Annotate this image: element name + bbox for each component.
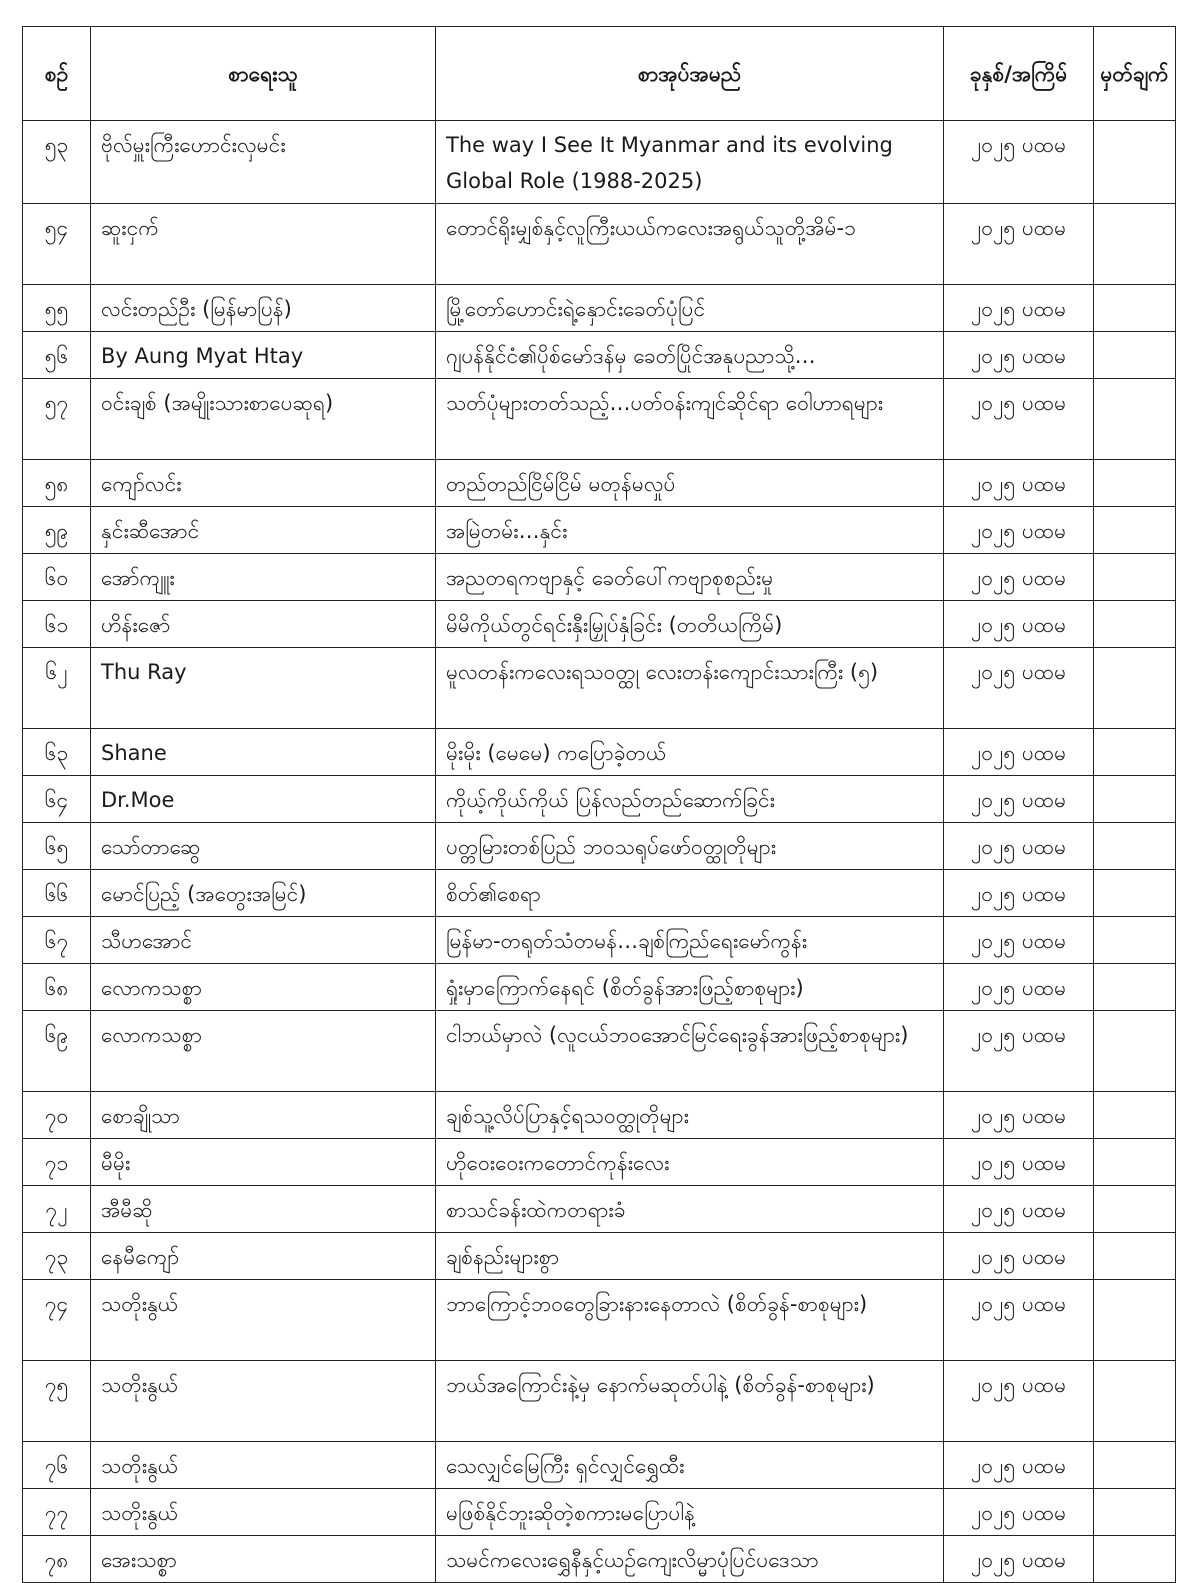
header-title: စာအုပ်အမည် [436,27,944,121]
cell-title: ရှုံးမှာကြောက်နေရင် (စိတ်ခွန်အားဖြည့်စာစုများ) [436,964,944,1011]
cell-no: ၇၁ [23,1139,91,1186]
cell-year: ၂၀၂၅ ပထမ [944,1536,1094,1583]
table-body [23,121,1176,1583]
table-row [23,601,1176,648]
cell-author: လောကသစ္စာ [91,964,436,1011]
table-row [23,823,1176,870]
cell-year: ၂၀၂၅ ပထမ [944,460,1094,507]
cell-title: ချစ်သူ့လိပ်ပြာနှင့်ရသဝတ္ထုတိုများ [436,1092,944,1139]
cell-remark [1094,1092,1176,1139]
cell-author: ဟိန်းဇော် [91,601,436,648]
cell-author: နှင်းဆီအောင် [91,507,436,554]
cell-remark [1094,917,1176,964]
cell-year: ၂၀၂၅ ပထမ [944,601,1094,648]
cell-author: စောချိုသာ [91,1092,436,1139]
cell-remark [1094,379,1176,460]
cell-year: ၂၀၂၅ ပထမ [944,332,1094,379]
header-row [23,27,1176,121]
cell-title: သတ်ပုံများတတ်သည့်…ပတ်ဝန်းကျင်ဆိုင်ရာ ဝေါဟာရများ [436,379,944,460]
book-list-sheet [22,26,1175,1583]
cell-remark [1094,870,1176,917]
cell-no: ၆၁ [23,601,91,648]
cell-no: ၆၇ [23,917,91,964]
cell-year: ၂၀၂၅ ပထမ [944,1489,1094,1536]
cell-remark [1094,507,1176,554]
table-row [23,1233,1176,1280]
cell-year: ၂၀၂၅ ပထမ [944,776,1094,823]
cell-year: ၂၀၂၅ ပထမ [944,823,1094,870]
cell-year: ၂၀၂၅ ပထမ [944,1139,1094,1186]
cell-remark [1094,729,1176,776]
cell-no: ၆၆ [23,870,91,917]
table-row [23,285,1176,332]
cell-remark [1094,1011,1176,1092]
cell-remark [1094,601,1176,648]
table-row [23,121,1176,204]
cell-title: ဟိုဝေးဝေးကတောင်ကုန်းလေး [436,1139,944,1186]
cell-title: တောင်ရိုးမျှစ်နှင့်လူကြီးယယ်ကလေးအရွယ်သူတို့အိမ်-၁ [436,204,944,285]
cell-author: လောကသစ္စာ [91,1011,436,1092]
cell-no: ၆၅ [23,823,91,870]
cell-no: ၆၀ [23,554,91,601]
cell-no: ၅၈ [23,460,91,507]
cell-no: ၇၀ [23,1092,91,1139]
cell-year: ၂၀၂၅ ပထမ [944,285,1094,332]
table-row [23,870,1176,917]
cell-remark [1094,1442,1176,1489]
table-row [23,1361,1176,1442]
header-no: စဉ် [23,27,91,121]
cell-year: ၂၀၂၅ ပထမ [944,1011,1094,1092]
cell-no: ၇၆ [23,1442,91,1489]
cell-author: သတိုးနွယ် [91,1489,436,1536]
cell-no: ၅၄ [23,204,91,285]
cell-no: ၅၉ [23,507,91,554]
cell-no: ၆၄ [23,776,91,823]
cell-author: အော်ကျူး [91,554,436,601]
cell-no: ၅၇ [23,379,91,460]
cell-title: အမြဲတမ်း…နှင်း [436,507,944,554]
cell-title: ဘယ်အကြောင်းနဲ့မှ နောက်မဆုတ်ပါနဲ့ (စိတ်ခွန်-စာစုများ) [436,1361,944,1442]
cell-title: ချစ်နည်းများစွာ [436,1233,944,1280]
cell-author: သတိုးနွယ် [91,1280,436,1361]
table-row [23,332,1176,379]
cell-author: Shane [91,729,436,776]
header-author: စာရေးသူ [91,27,436,121]
cell-year: ၂၀၂၅ ပထမ [944,648,1094,729]
cell-author: လင်းတည်ဦး (မြန်မာပြန်) [91,285,436,332]
table-row [23,460,1176,507]
cell-title: ဘာကြောင့်ဘဝတွေခြားနားနေတာလဲ (စိတ်ခွန်-စာစုများ) [436,1280,944,1361]
cell-title: ကိုယ့်ကိုယ်ကိုယ် ပြန်လည်တည်ဆောက်ခြင်း [436,776,944,823]
cell-year: ၂၀၂၅ ပထမ [944,507,1094,554]
cell-author: ဝင်းချစ် (အမျိုးသားစာပေဆုရ) [91,379,436,460]
cell-title: မိုးမိုး (မေမေ) ကပြောခဲ့တယ် [436,729,944,776]
cell-year: ၂၀၂၅ ပထမ [944,1092,1094,1139]
table-row [23,507,1176,554]
cell-author: ဆူးငှက် [91,204,436,285]
cell-title: အညတရကဗျာနှင့် ခေတ်ပေါ်ကဗျာစုစည်းမှု [436,554,944,601]
cell-remark [1094,1233,1176,1280]
cell-remark [1094,1489,1176,1536]
cell-author: By Aung Myat Htay [91,332,436,379]
cell-year: ၂၀၂၅ ပထမ [944,870,1094,917]
cell-author: မီမိုး [91,1139,436,1186]
table-row [23,1139,1176,1186]
cell-year: ၂၀၂၅ ပထမ [944,204,1094,285]
table-row [23,964,1176,1011]
cell-title: သမင်ကလေးရွှေနီနှင့်ယဉ်ကျေးလိမ္မာပုံပြင်ပဒေသာ [436,1536,944,1583]
cell-year: ၂၀၂၅ ပထမ [944,1280,1094,1361]
cell-year: ၂၀၂၅ ပထမ [944,1361,1094,1442]
cell-author: နေမီကျော် [91,1233,436,1280]
table-row [23,1442,1176,1489]
cell-year: ၂၀၂၅ ပထမ [944,554,1094,601]
table-row [23,1536,1176,1583]
cell-no: ၇၃ [23,1233,91,1280]
cell-author: Dr.Moe [91,776,436,823]
cell-no: ၅၃ [23,121,91,204]
cell-no: ၅၆ [23,332,91,379]
cell-no: ၆၃ [23,729,91,776]
table-row [23,729,1176,776]
table-row [23,776,1176,823]
cell-title: တည်တည်ငြိမ်ငြိမ် မတုန်မလှုပ် [436,460,944,507]
cell-title: စိတ်၏စေရာ [436,870,944,917]
table-row [23,379,1176,460]
cell-author: Thu Ray [91,648,436,729]
cell-no: ၇၄ [23,1280,91,1361]
cell-title: The way I See It Myanmar and its evolving Global Role (1988-2025) [436,121,944,204]
cell-year: ၂၀၂၅ ပထမ [944,964,1094,1011]
cell-remark [1094,121,1176,204]
header-remark: မှတ်ချက် [1094,27,1176,121]
cell-author: သတိုးနွယ် [91,1361,436,1442]
cell-remark [1094,964,1176,1011]
cell-author: အေးသစ္စာ [91,1536,436,1583]
cell-no: ၆၈ [23,964,91,1011]
cell-remark [1094,1139,1176,1186]
cell-no: ၇၂ [23,1186,91,1233]
cell-year: ၂၀၂၅ ပထမ [944,917,1094,964]
cell-title: မြို့တော်ဟောင်းရဲ့နှောင်းခေတ်ပုံပြင် [436,285,944,332]
cell-no: ၇၈ [23,1536,91,1583]
cell-remark [1094,823,1176,870]
cell-remark [1094,554,1176,601]
table-row [23,1092,1176,1139]
cell-year: ၂၀၂၅ ပထမ [944,1233,1094,1280]
cell-remark [1094,204,1176,285]
cell-title: မဖြစ်နိုင်ဘူးဆိုတဲ့စကားမပြောပါနဲ့ [436,1489,944,1536]
cell-title: စာသင်ခန်းထဲကတရားခံ [436,1186,944,1233]
cell-no: ၆၂ [23,648,91,729]
table-row [23,648,1176,729]
table-row [23,554,1176,601]
cell-year: ၂၀၂၅ ပထမ [944,1442,1094,1489]
cell-year: ၂၀၂၅ ပထမ [944,121,1094,204]
cell-author: သော်တာဆွေ [91,823,436,870]
cell-author: မောင်ပြည့် (အတွေးအမြင်) [91,870,436,917]
cell-title: ဂျပန်နိုင်ငံ၏ပိုစ်မော်ဒန်မှ ခေတ်ပြိုင်အနုပညာသို့… [436,332,944,379]
cell-remark [1094,285,1176,332]
table-row [23,1489,1176,1536]
table-row [23,1011,1176,1092]
table-row [23,204,1176,285]
cell-title: မိမိကိုယ်တွင်ရင်းနှီးမြှုပ်နှံခြင်း (တတိယကြိမ်) [436,601,944,648]
cell-year: ၂၀၂၅ ပထမ [944,1186,1094,1233]
cell-remark [1094,460,1176,507]
cell-remark [1094,1361,1176,1442]
cell-title: ပတ္တမြားတစ်ပြည် ဘဝသရုပ်ဖော်ဝတ္ထုတိုများ [436,823,944,870]
cell-remark [1094,1280,1176,1361]
cell-no: ၆၉ [23,1011,91,1092]
header-year: ခုနှစ်/အကြိမ် [944,27,1094,121]
cell-remark [1094,648,1176,729]
cell-title: ငါဘယ်မှာလဲ (လူငယ်ဘဝအောင်မြင်ရေးခွန်အားဖြည့်စာစုများ) [436,1011,944,1092]
cell-no: ၅၅ [23,285,91,332]
cell-author: အီမီဆို [91,1186,436,1233]
cell-remark [1094,1186,1176,1233]
cell-remark [1094,776,1176,823]
cell-author: သတိုးနွယ် [91,1442,436,1489]
cell-remark [1094,1536,1176,1583]
cell-author: ကျော်လင်း [91,460,436,507]
cell-title: သေလျှင်မြေကြီး ရှင်လျှင်ရွှေထီး [436,1442,944,1489]
cell-title: မြန်မာ-တရုတ်သံတမန်…ချစ်ကြည်ရေးမော်ကွန်း [436,917,944,964]
cell-author: ဗိုလ်မှူးကြီးဟောင်းလှမင်း [91,121,436,204]
table-row [23,1280,1176,1361]
cell-no: ၇၅ [23,1361,91,1442]
book-list-table [22,26,1176,1583]
cell-year: ၂၀၂၅ ပထမ [944,729,1094,776]
cell-no: ၇၇ [23,1489,91,1536]
table-row [23,917,1176,964]
table-row [23,1186,1176,1233]
cell-title: မူလတန်းကလေးရသဝတ္ထု လေးတန်းကျောင်းသားကြီး (၅) [436,648,944,729]
cell-year: ၂၀၂၅ ပထမ [944,379,1094,460]
cell-author: သီဟအောင် [91,917,436,964]
cell-remark [1094,332,1176,379]
